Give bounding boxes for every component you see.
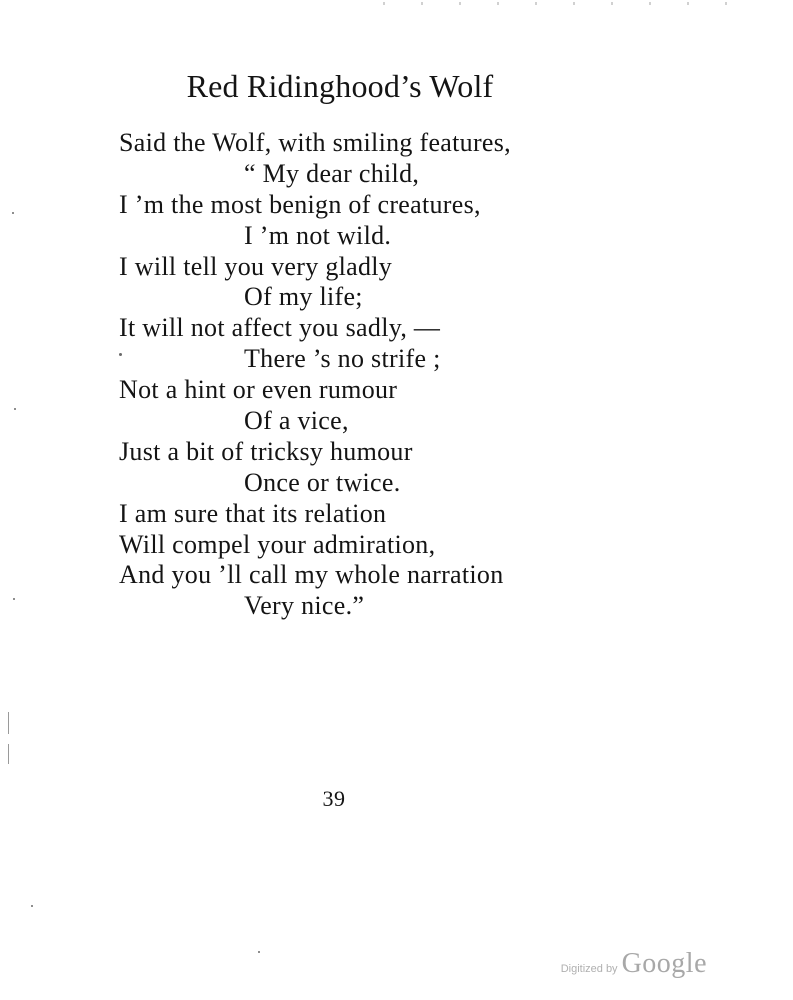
scan-artifact-ticks [383, 2, 763, 5]
poem-line: Very nice.” [244, 591, 365, 621]
scan-speck [31, 905, 33, 907]
watermark-prefix: Digitized by [560, 963, 618, 975]
poem-line: It will not affect you sadly, — [119, 313, 441, 343]
poem-line: “ My dear child, [244, 158, 420, 188]
poem-body [119, 128, 511, 622]
scan-speck [14, 408, 16, 410]
poem-line: Once or twice. [244, 467, 401, 497]
poem-line: Of a vice, [244, 406, 349, 436]
poem-line: Will compel your admiration, [119, 529, 436, 559]
poem-line: Just a bit of tricksy humour [119, 436, 413, 466]
poem-line: Not a hint or even rumour [119, 375, 398, 405]
poem-line: I am sure that its relation [119, 498, 387, 528]
scan-edge-mark [8, 712, 9, 734]
digitized-watermark [561, 948, 707, 980]
scan-edge-mark [8, 744, 9, 764]
scan-speck [119, 353, 122, 356]
poem-line: I ’m the most benign of creatures, [119, 189, 481, 219]
poem-title: Red Ridinghood’s Wolf [186, 68, 494, 104]
poem-line: And you ’ll call my whole narration [119, 560, 504, 590]
poem-line: Of my life; [244, 282, 363, 312]
page-number: 39 [322, 786, 346, 811]
scan-speck [13, 598, 15, 600]
poem-line: There ’s no strife ; [244, 344, 441, 374]
poem-line: I will tell you very gladly [119, 251, 393, 281]
poem-line: Said the Wolf, with smiling features, [119, 128, 511, 157]
poem-line: I ’m not wild. [244, 220, 392, 250]
scan-speck [12, 212, 14, 214]
google-logo: Google [621, 948, 707, 979]
scan-speck [258, 951, 260, 953]
